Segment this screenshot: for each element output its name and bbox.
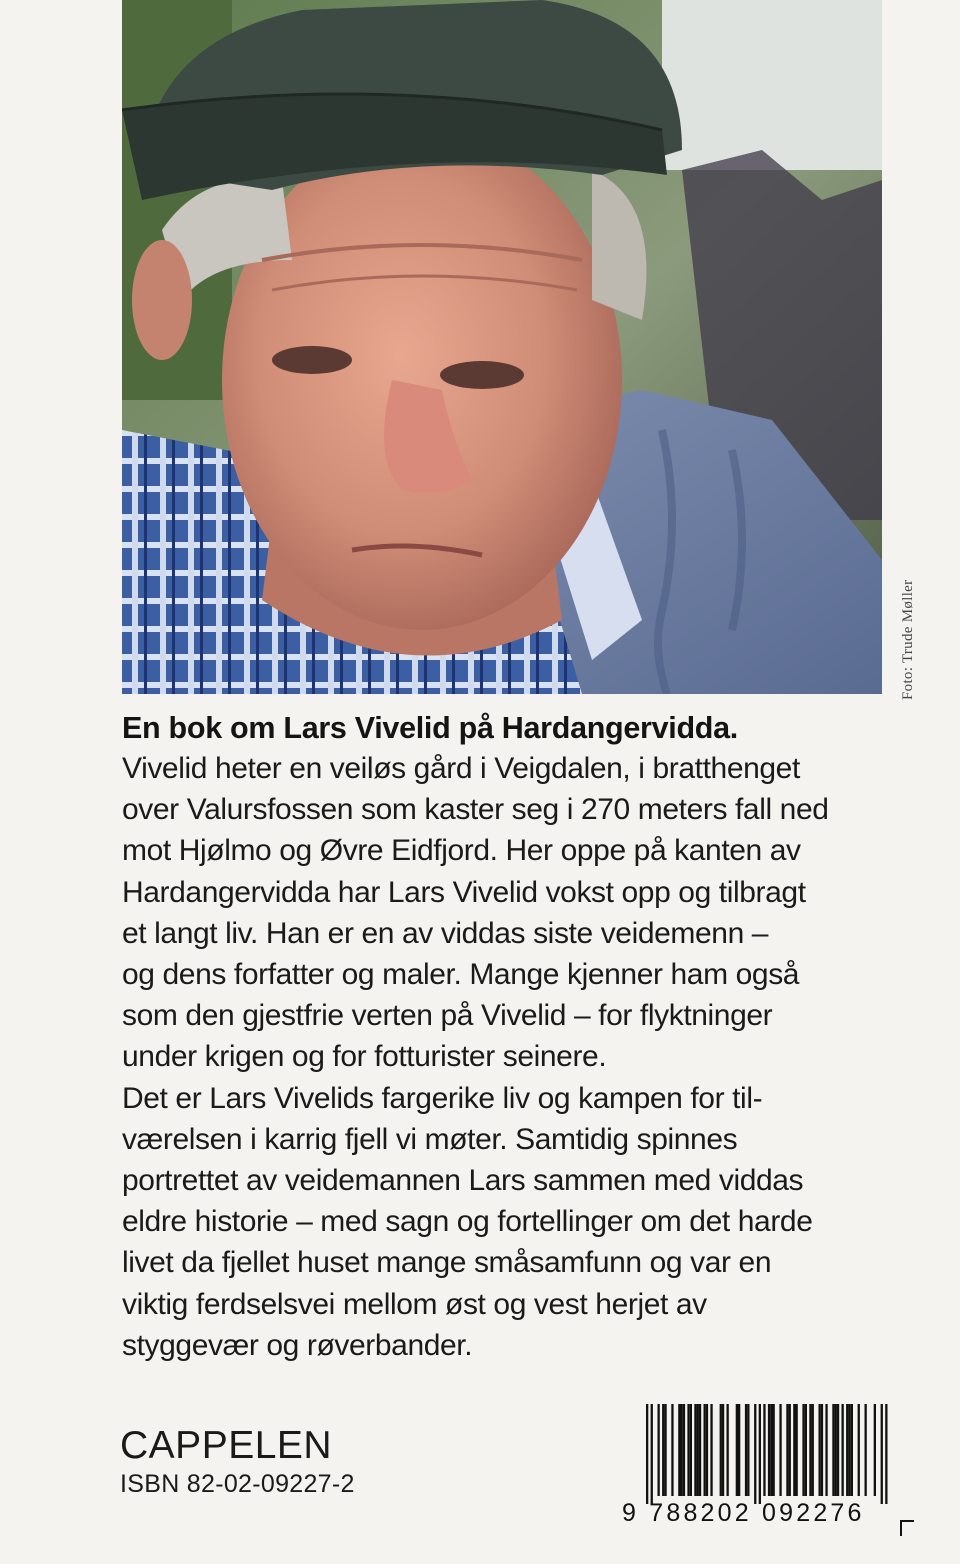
barcode-bar	[694, 1404, 696, 1496]
barcode-bar	[745, 1404, 747, 1496]
barcode-bar	[858, 1404, 860, 1496]
body-line: eldre historie – med sagn og fortellinger om det harde	[122, 1205, 813, 1239]
barcode-bar	[687, 1404, 689, 1496]
barcode-bar	[768, 1404, 770, 1496]
headline: En bok om Lars Vivelid på Hardangervidda.	[122, 711, 738, 745]
barcode-bar	[773, 1404, 775, 1496]
barcode-bar	[747, 1404, 749, 1496]
barcode-bar	[865, 1404, 867, 1496]
barcode-bar	[835, 1404, 837, 1496]
body-line: under krigen og for fotturister seinere.	[122, 1040, 607, 1074]
photo-credit: Foto: Trude Møller	[900, 579, 916, 700]
barcode-bar	[802, 1404, 804, 1496]
barcode-digits: 9 788202 092276	[622, 1499, 865, 1527]
barcode-bar	[819, 1404, 821, 1496]
barcode	[622, 1400, 900, 1530]
barcode-bar	[796, 1404, 798, 1496]
barcode-bar	[738, 1404, 740, 1496]
body-line: livet da fjellet huset mange småsamfunn og var en	[122, 1246, 772, 1280]
barcode-bar	[658, 1404, 660, 1496]
barcode-bar	[690, 1404, 692, 1496]
body-line: portrettet av veidemannen Lars sammen med viddas	[122, 1164, 804, 1198]
barcode-bar	[662, 1404, 664, 1496]
body-line: som den gjestfrie verten på Vivelid – for flyktninger	[122, 999, 773, 1033]
barcode-bar	[710, 1404, 712, 1496]
body-line: styggevær og røverbander.	[122, 1328, 473, 1362]
barcode-bar	[885, 1404, 887, 1504]
barcode-bar	[646, 1404, 648, 1504]
barcode-bars	[640, 1400, 900, 1504]
barcode-bar	[770, 1404, 772, 1496]
barcode-bar	[793, 1404, 795, 1496]
body-line: Vivelid heter en veiløs gård i Veigdalen, i bratthenget	[122, 752, 800, 785]
barcode-bar	[779, 1404, 781, 1496]
barcode-bar	[706, 1404, 708, 1496]
barcode-bar	[812, 1404, 814, 1496]
barcode-bar	[881, 1404, 883, 1504]
author-portrait-photo	[122, 0, 882, 694]
barcode-bar	[832, 1404, 834, 1496]
body-line: viktig ferdselsvei mellom øst og vest herjet av	[122, 1287, 707, 1321]
barcode-bar	[664, 1404, 666, 1496]
barcode-bar	[736, 1404, 738, 1496]
body-line: mot Hjølmo og Øvre Eidfjord. Her oppe på kanten av	[122, 834, 801, 868]
body-line: og dens forfatter og maler. Mange kjenner ham også	[122, 958, 800, 992]
body-line: et langt liv. Han er en av viddas siste veidemenn –	[122, 916, 769, 950]
body-line: over Valursfossen som kaster seg i 270 meters fall ned	[122, 793, 829, 827]
barcode-bar	[678, 1404, 680, 1496]
barcode-bar	[754, 1404, 756, 1504]
body-line: Hardangervidda har Lars Vivelid vokst opp og tilbragt	[122, 875, 806, 909]
barcode-bar	[683, 1404, 685, 1496]
barcode-bar	[848, 1404, 850, 1496]
body-text	[122, 748, 922, 1366]
barcode-bar	[874, 1404, 876, 1496]
barcode-bar	[699, 1404, 701, 1496]
barcode-bar	[704, 1404, 706, 1496]
body-line: Det er Lars Vivelids fargerike liv og kampen for til-	[122, 1081, 763, 1115]
barcode-bar	[837, 1404, 839, 1496]
barcode-bar	[805, 1404, 807, 1496]
barcode-bar	[727, 1404, 729, 1496]
barcode-bar	[651, 1404, 653, 1504]
barcode-bar	[720, 1404, 722, 1496]
barcode-bar	[789, 1404, 791, 1496]
isbn-number: ISBN 82-02-09227-2	[120, 1470, 355, 1498]
barcode-bar	[763, 1404, 765, 1496]
barcode-bar	[842, 1404, 844, 1496]
body-line: værelsen i karrig fjell vi møter. Samtidig spinnes	[122, 1122, 738, 1156]
barcode-bar	[681, 1404, 683, 1496]
barcode-bar	[722, 1404, 724, 1496]
barcode-bar	[846, 1404, 848, 1496]
crop-mark	[900, 1520, 914, 1536]
barcode-bar	[821, 1404, 823, 1496]
barcode-bar	[786, 1404, 788, 1496]
barcode-bar	[759, 1404, 761, 1504]
barcode-bar	[671, 1404, 673, 1496]
barcode-bar	[825, 1404, 827, 1496]
barcode-bar	[851, 1404, 853, 1496]
blurb	[122, 710, 922, 1366]
barcode-bar	[697, 1404, 699, 1496]
barcode-bar	[809, 1404, 811, 1496]
publisher-name: CAPPELEN	[120, 1424, 333, 1467]
